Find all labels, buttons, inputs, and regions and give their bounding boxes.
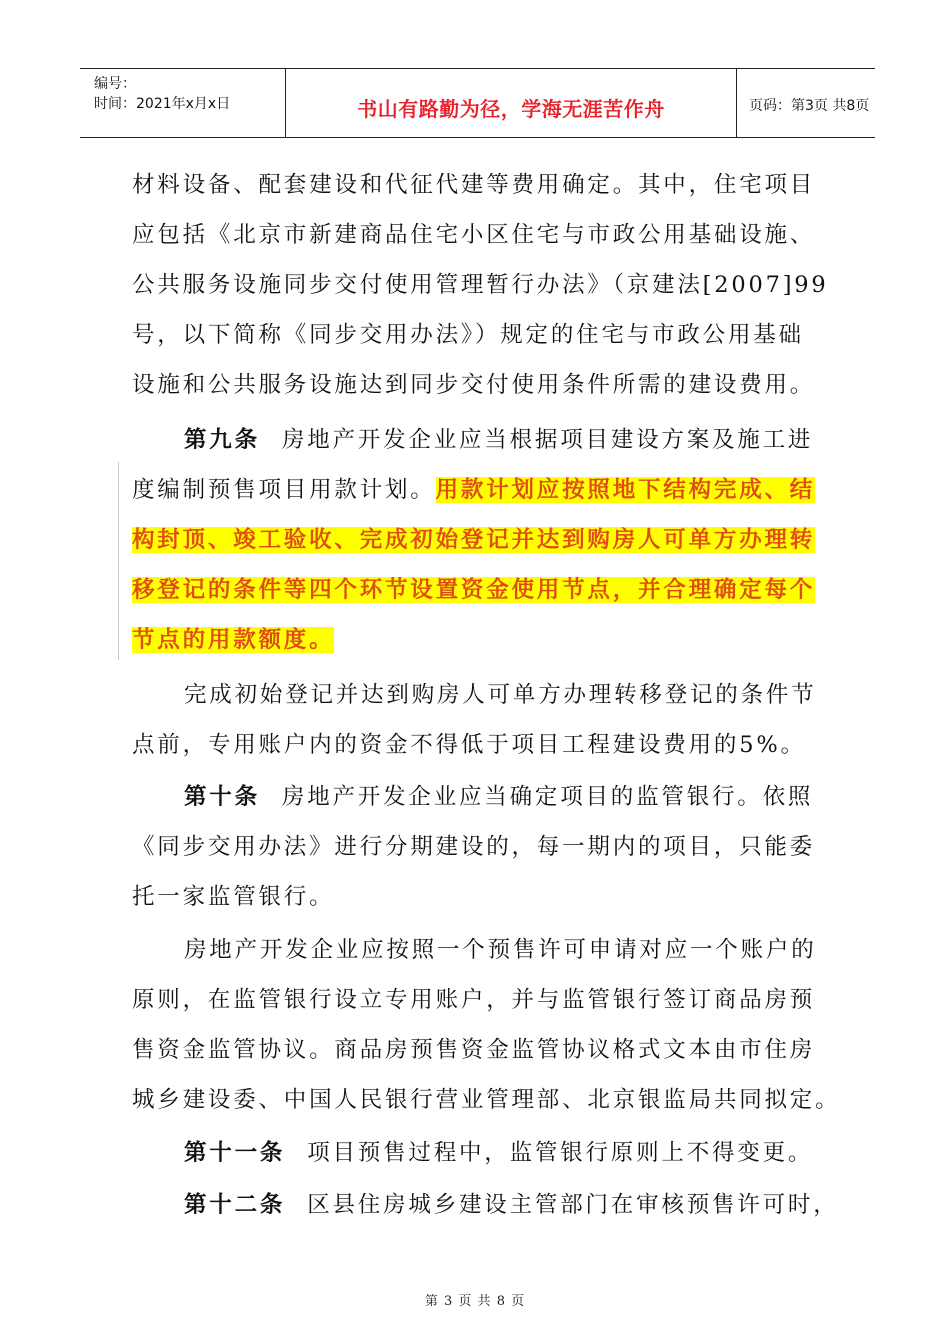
highlighted-text: 构封顶、竣工验收、完成初始登记并达到购房人可单方办理转: [132, 527, 816, 553]
body-line: 号，以下简称《同步交用办法》）规定的住宅与市政公用基础: [132, 322, 804, 348]
article-9-text: 房地产开发企业应当根据项目建设方案及施工进: [281, 427, 814, 453]
body-line: 原则，在监管银行设立专用账户，并与监管银行签订商品房预: [132, 987, 816, 1013]
body-line: 设施和公共服务设施达到同步交付使用条件所需的建设费用。: [132, 372, 816, 398]
body-line: 《同步交用办法》进行分期建设的，每一期内的项目，只能委: [132, 834, 816, 860]
article-11-text: 项目预售过程中，监管银行原则上不得变更。: [307, 1140, 814, 1166]
document-time-label: 时间：2021年x月x日: [94, 96, 231, 112]
body-line: 完成初始登记并达到购房人可单方办理转移登记的条件节: [184, 682, 817, 708]
page-header: [80, 68, 875, 138]
header-meta-cell: [80, 69, 286, 137]
article-11-title: 第十一条: [184, 1140, 286, 1166]
article-9-line: [132, 465, 815, 515]
revision-bar: [118, 462, 119, 660]
article-10-title: 第十条: [184, 784, 260, 810]
article-11-line: [184, 1128, 813, 1178]
page-footer: 第 3 页 共 8 页: [424, 1294, 526, 1309]
header-page-number: 页码：第3页 共8页: [749, 98, 870, 114]
document-code-label: 编号：: [94, 76, 136, 92]
article-9-text: 度编制预售项目用款计划。: [132, 477, 436, 503]
header-motto-cell: [286, 69, 737, 137]
article-12-text: 区县住房城乡建设主管部门在审核预售许可时，: [307, 1192, 839, 1218]
body-line: 售资金监管协议。商品房预售资金监管协议格式文本由市住房: [132, 1037, 816, 1063]
header-motto: 书山有路勤为径，学海无涯苦作舟: [357, 97, 665, 121]
highlighted-line: [132, 515, 815, 565]
article-9-title: 第九条: [184, 427, 260, 453]
highlighted-text: 用款计划应按照地下结构完成、结: [435, 477, 816, 503]
article-9-line: [184, 415, 813, 465]
article-10-text: 房地产开发企业应当确定项目的监管银行。依照: [281, 784, 814, 810]
header-page-cell: [737, 69, 875, 137]
article-12-line: [184, 1180, 839, 1230]
highlighted-line: [132, 565, 815, 615]
body-line: 点前，专用账户内的资金不得低于项目工程建设费用的5%。: [132, 732, 806, 758]
article-10-line: [184, 772, 813, 822]
body-line: 托一家监管银行。: [132, 884, 335, 910]
highlighted-line: [132, 615, 334, 665]
article-12-title: 第十二条: [184, 1192, 286, 1218]
highlighted-text: 移登记的条件等四个环节设置资金使用节点，并合理确定每个: [132, 577, 816, 603]
body-line: 城乡建设委、中国人民银行营业管理部、北京银监局共同拟定。: [132, 1087, 841, 1113]
highlighted-text: 节点的用款额度。: [132, 627, 335, 653]
body-line: 材料设备、配套建设和代征代建等费用确定。其中，住宅项目: [132, 172, 816, 198]
body-line: 公共服务设施同步交付使用管理暂行办法》（京建法[2007]99: [132, 272, 829, 298]
body-line: 应包括《北京市新建商品住宅小区住宅与市政公用基础设施、: [132, 222, 816, 248]
body-line: 房地产开发企业应按照一个预售许可申请对应一个账户的: [184, 937, 817, 963]
